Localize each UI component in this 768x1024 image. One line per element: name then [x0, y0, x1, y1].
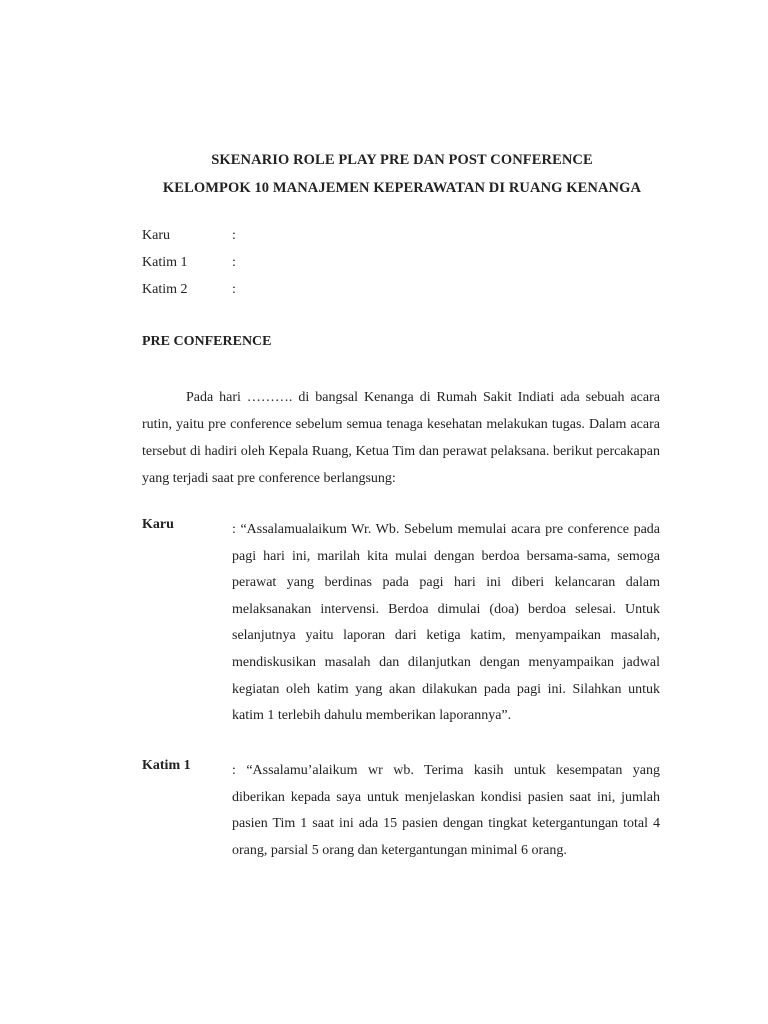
section-heading: PRE CONFERENCE [142, 334, 272, 349]
intro-paragraph: Pada hari ………. di bangsal Kenanga di Rumah Sakit Indiati ada sebuah acara rutin, yaitu pre conference sebelum semua tenaga kesehatan melakukan tugas. Dalam acara tersebut di hadiri oleh Kepala Ruang, Ketua Tim dan perawat pelaksana. berikut percakapan yang terjadi saat pre conference berlangsung: [142, 390, 660, 486]
roster-label: Katim 1 [142, 255, 188, 270]
document-title [0, 146, 768, 202]
speaker-name: Karu [142, 517, 174, 532]
speech-text: : “Assalamualaikum Wr. Wb. Sebelum memulai acara pre conference pada pagi hari ini, marilah kita mulai dengan berdoa bersama-sama, semoga perawat yang berdinas pada pagi hari ini diberi kelancaran dalam melaksanakan intervensi. Berdoa dimulai (doa) berdoa selesai. Untuk selanjutnya yaitu laporan dari ketiga katim, menyampaikan masalah, mendiskusikan masalah dan dilanjutkan dengan menyampaikan jadwal kegiatan oleh katim yang akan dilakukan pada pagi ini. Silahkan untuk katim 1 terlebih dahulu memberikan laporannya”. [232, 522, 660, 724]
title-line-1: SKENARIO ROLE PLAY PRE DAN POST CONFERENCE [211, 152, 593, 168]
roster-colon: : [232, 228, 236, 243]
roster-colon: : [232, 282, 236, 297]
speech-text: : “Assalamu’alaikum wr wb. Terima kasih untuk kesempatan yang diberikan kepada saya untuk menjelaskan kondisi pasien saat ini, jumlah pasien Tim 1 saat ini ada 15 pasien dengan tingkat ketergantungan total 4 orang, parsial 5 orang dan ketergantungan minimal 6 orang. [232, 763, 660, 858]
roster-label: Katim 2 [142, 282, 188, 297]
title-line-2: KELOMPOK 10 MANAJEMEN KEPERAWATAN DI RUANG KENANGA [162, 180, 642, 196]
roster-colon: : [232, 255, 236, 270]
roster-label: Karu [142, 228, 170, 243]
speaker-name: Katim 1 [142, 758, 191, 773]
